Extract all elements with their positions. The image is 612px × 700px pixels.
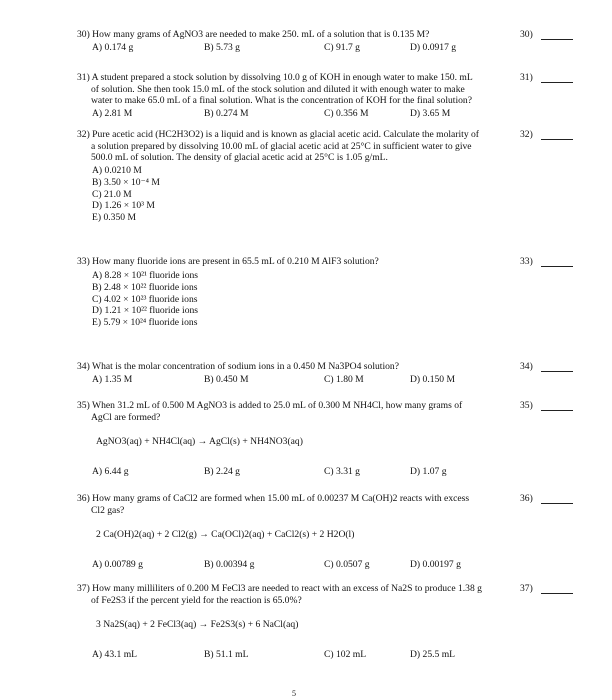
question-line: 34) What is the molar concentration of sodium ions in a 0.450 M Na3PO4 solution? [77,361,399,372]
option-d[interactable]: D) 0.00197 g [410,559,461,570]
chemical-equation: 3 Na2S(aq) + 2 FeCl3(aq) → Fe2S3(s) + 6 NaCl(aq) [96,619,299,630]
option-e[interactable]: E) 5.79 × 10²⁴ fluoride ions [92,317,198,329]
option-b[interactable]: B) 3.50 × 10⁻⁴ M [92,176,160,188]
question-line: 30) How many grams of AgNO3 are needed to make 250. mL of a solution that is 0.135 M? [77,29,430,40]
question-line: a solution prepared by dissolving 10.00 mL of glacial acetic acid at 25°C in sufficient water to give [91,140,472,152]
option-b[interactable]: B) 0.274 M [204,108,249,119]
answer-number: 36) [520,493,533,504]
option-a[interactable]: A) 8.28 × 10²¹ fluoride ions [92,270,199,281]
answer-blank-34[interactable] [541,361,573,372]
option-b[interactable]: B) 51.1 mL [204,649,249,660]
answer-blank-33[interactable] [541,256,573,267]
answer-blank-32[interactable] [541,129,573,140]
question-31-text [77,72,487,107]
question-37-text [77,583,487,606]
options-row [92,42,512,54]
question-36-text [77,493,487,516]
question-30-text [77,29,487,41]
option-a[interactable]: A) 2.81 M [92,108,133,119]
option-b[interactable]: B) 0.00394 g [204,559,255,570]
option-c[interactable]: C) 0.0507 g [324,559,370,570]
chemical-equation: 2 Ca(OH)2(aq) + 2 Cl2(g) → Ca(OCl)2(aq) + CaCl2(s) + 2 H2O(l) [96,529,355,540]
question-line: water to make 65.0 mL of a final solution. What is the concentration of KOH for the final solution? [91,95,472,106]
option-c[interactable]: C) 102 mL [324,649,367,660]
question-line: Cl2 gas? [91,504,125,516]
option-b[interactable]: B) 2.48 × 10²² fluoride ions [92,281,198,293]
question-line: 35) When 31.2 mL of 0.500 M AgNO3 is added to 25.0 mL of 0.300 M NH4Cl, how many grams of [77,400,463,411]
option-d[interactable]: D) 0.150 M [410,374,456,385]
question-line: 37) How many milliliters of 0.200 M FeCl3 are needed to react with an excess of Na2S to produce 1.38 g [77,583,482,594]
question-35-text [77,400,487,423]
answer-blank-30[interactable] [541,29,573,40]
question-33-text [77,256,487,268]
option-a[interactable]: A) 1.35 M [92,374,133,385]
answer-blank-35[interactable] [541,400,573,411]
options-row [92,108,512,120]
option-a[interactable]: A) 0.174 g [92,42,134,53]
option-c[interactable]: C) 1.80 M [324,374,364,385]
answer-number: 34) [520,361,533,372]
option-c[interactable]: C) 91.7 g [324,42,360,53]
question-line: AgCl are formed? [91,411,161,423]
question-line: of Fe2S3 if the percent yield for the reaction is 65.0%? [91,594,302,606]
option-c[interactable]: C) 21.0 M [92,188,132,200]
option-d[interactable]: D) 25.5 mL [410,649,456,660]
option-b[interactable]: B) 0.450 M [204,374,249,385]
answer-blank-31[interactable] [541,72,573,83]
option-a[interactable]: A) 43.1 mL [92,649,138,660]
option-b[interactable]: B) 2.24 g [204,466,240,477]
answer-number: 33) [520,256,533,267]
option-d[interactable]: D) 0.0917 g [410,42,457,53]
page-number: 5 [292,689,296,698]
question-line: 32) Pure acetic acid (HC2H3O2) is a liquid and is known as glacial acetic acid. Calculate the molarity of [77,129,480,140]
question-line: 33) How many fluoride ions are present in 65.5 mL of 0.210 M AlF3 solution? [77,256,379,267]
option-d[interactable]: D) 1.26 × 10³ M [92,200,155,212]
options-row [92,466,512,478]
options-column [92,165,160,224]
option-a[interactable]: A) 6.44 g [92,466,129,477]
answer-number: 35) [520,400,533,411]
option-d[interactable]: D) 1.21 × 10²² fluoride ions [92,305,199,317]
options-row [92,649,512,661]
answer-number: 30) [520,29,533,40]
options-column [92,270,198,329]
question-line: 500.0 mL of solution. The density of glacial acetic acid at 25°C is 1.05 g/mL. [91,152,388,163]
answer-number: 31) [520,72,533,83]
question-line: of solution. She then took 15.0 mL of the stock solution and diluted it with enough water to make [91,83,465,95]
options-row [92,559,512,571]
option-a[interactable]: A) 0.00789 g [92,559,143,570]
question-line: 36) How many grams of CaCl2 are formed when 15.00 mL of 0.00237 M Ca(OH)2 reacts with excess [77,493,470,504]
answer-number: 37) [520,583,533,594]
option-c[interactable]: C) 3.31 g [324,466,360,477]
option-d[interactable]: D) 3.65 M [410,108,451,119]
answer-number: 32) [520,129,533,140]
question-32-text [77,129,487,164]
question-line: 31) A student prepared a stock solution by dissolving 10.0 g of KOH in enough water to make 150. mL [77,72,473,83]
question-34-text [77,361,487,373]
option-c[interactable]: C) 0.356 M [324,108,369,119]
option-e[interactable]: E) 0.350 M [92,212,136,224]
answer-blank-36[interactable] [541,493,573,504]
option-c[interactable]: C) 4.02 × 10²³ fluoride ions [92,293,198,305]
chemical-equation: AgNO3(aq) + NH4Cl(aq) → AgCl(s) + NH4NO3(aq) [96,436,303,447]
answer-blank-37[interactable] [541,583,573,594]
option-d[interactable]: D) 1.07 g [410,466,447,477]
options-row [92,374,512,386]
option-b[interactable]: B) 5.73 g [204,42,240,53]
option-a[interactable]: A) 0.0210 M [92,165,142,176]
